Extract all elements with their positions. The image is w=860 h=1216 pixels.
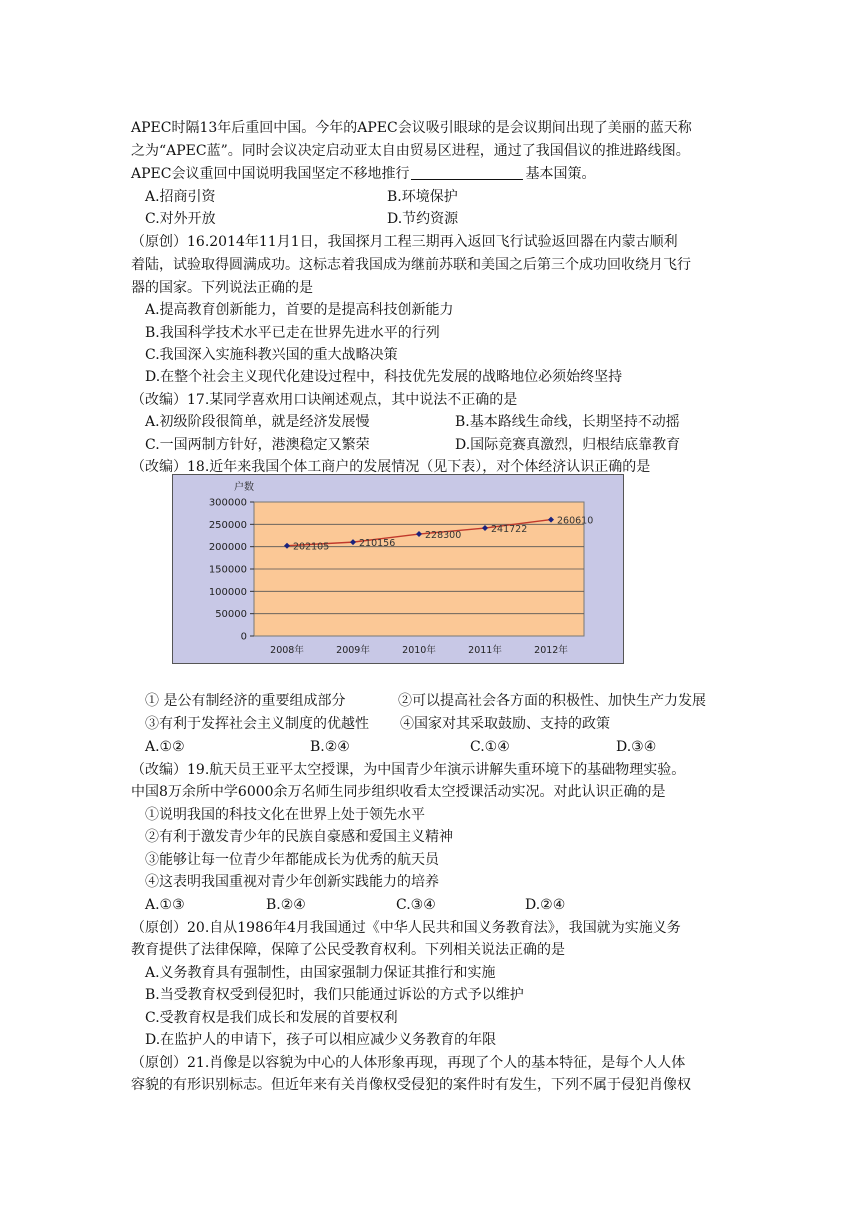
- data-label: 241722: [491, 524, 528, 536]
- q18-statement-4: ④国家对其采取鼓励、支持的政策: [400, 716, 610, 732]
- data-label: 228300: [425, 530, 462, 542]
- q19-stem-line-1: （改编）19.航天员王亚平太空授课，为中国青少年演示讲解失重环境下的基础物理实验。: [131, 762, 686, 778]
- q15-option-c: C.对外开放: [145, 211, 216, 227]
- q21-stem-line-2: 容貌的有形识别标志。但近年来有关肖像权受侵犯的案件时有发生，下列不属于侵犯肖像权: [131, 1077, 691, 1093]
- q15-stem-line-3: [131, 163, 595, 185]
- data-label: 210156: [359, 538, 396, 550]
- x-tick-label: 2009年: [336, 645, 370, 656]
- q18-option-c: C.①④: [470, 739, 510, 755]
- y-tick-label: 300000: [208, 497, 247, 509]
- q20-stem-line-1: （原创）20.自从1986年4月我国通过《中华人民共和国义务教育法》，我国就为实施义务: [131, 920, 681, 936]
- q17-option-d: D.国际竞赛真激烈，归根结底靠教育: [455, 437, 681, 453]
- data-label: 260610: [557, 515, 594, 527]
- q15-option-b: B.环境保护: [387, 189, 458, 205]
- x-tick-label: 2011年: [468, 645, 502, 656]
- x-tick-label: 2012年: [534, 645, 568, 656]
- q18-statement-2: ②可以提高社会各方面的积极性、加快生产力发展: [398, 693, 706, 709]
- q16-option-b: B.我国科学技术水平已走在世界先进水平的行列: [145, 325, 440, 341]
- q15-option-a: A.招商引资: [145, 189, 216, 205]
- q20-option-d: D.在监护人的申请下，孩子可以相应减少义务教育的年限: [145, 1032, 497, 1048]
- households-line-chart: [172, 474, 624, 664]
- chart-svg: [172, 474, 624, 664]
- q15-option-d: D.节约资源: [387, 211, 459, 227]
- q19-statement-2: ②有利于激发青少年的民族自豪感和爱国主义精神: [145, 829, 453, 845]
- q20-option-b: B.当受教育权受到侵犯时，我们只能通过诉讼的方式予以维护: [145, 987, 524, 1003]
- q16-stem-line-2: 着陆，试验取得圆满成功。这标志着我国成为继前苏联和美国之后第三个成功回收绕月飞行: [131, 257, 691, 273]
- q18-option-b: B.②④: [310, 739, 350, 755]
- q16-option-c: C.我国深入实施科教兴国的重大战略决策: [145, 347, 398, 363]
- q18-stem: （改编）18.近年来我国个体工商户的发展情况（见下表），对个体经济认识正确的是: [131, 459, 651, 475]
- q15-stem-pre: APEC会议重回中国说明我国坚定不移地推行: [131, 166, 410, 182]
- q19-option-d: D.②④: [525, 897, 566, 913]
- q19-statement-4: ④这表明我国重视对青少年创新实践能力的培养: [145, 874, 439, 890]
- q15-stem-post: 基本国策。: [525, 166, 596, 182]
- q19-option-b: B.②④: [266, 897, 306, 913]
- y-tick-label: 50000: [215, 609, 247, 621]
- y-tick-label: 200000: [208, 542, 247, 554]
- q18-option-d: D.③④: [616, 739, 657, 755]
- y-tick-label: 0: [240, 631, 247, 643]
- answer-blank: [411, 165, 523, 180]
- q17-option-c: C.一国两制方针好，港澳稳定又繁荣: [145, 437, 370, 453]
- q17-option-b: B.基本路线生命线，长期坚持不动摇: [455, 414, 680, 430]
- y-axis-label: 户数: [234, 482, 254, 493]
- q19-option-c: C.③④: [396, 897, 436, 913]
- q19-statement-3: ③能够让每一位青少年都能成长为优秀的航天员: [145, 852, 439, 868]
- q16-stem-line-3: 器的国家。下列说法正确的是: [131, 280, 313, 296]
- q16-option-d: D.在整个社会主义现代化建设过程中，科技优先发展的战略地位必须始终坚持: [145, 369, 623, 385]
- q16-option-a: A.提高教育创新能力，首要的是提高科技创新能力: [145, 302, 454, 318]
- q18-statement-1: ① 是公有制经济的重要组成部分: [145, 693, 346, 709]
- q18-option-a: A.①②: [145, 739, 185, 755]
- q21-stem-line-1: （原创）21.肖像是以容貌为中心的人体形象再现，再现了个人的基本特征，是每个人人体: [131, 1055, 686, 1071]
- q15-stem-line-2: 之为“APEC蓝”。同时会议决定启动亚太自由贸易区进程，通过了我国倡议的推进路线图。: [131, 143, 690, 159]
- y-tick-label: 150000: [208, 564, 247, 576]
- q17-option-a: A.初级阶段很简单，就是经济发展慢: [145, 414, 370, 430]
- x-tick-label: 2008年: [270, 645, 304, 656]
- q16-stem-line-1: （原创）16.2014年11月1日，我国探月工程三期再入返回飞行试验返回器在内蒙古顺利: [131, 234, 678, 250]
- q18-statement-3: ③有利于发挥社会主义制度的优越性: [145, 716, 369, 732]
- q20-option-a: A.义务教育具有强制性，由国家强制力保证其推行和实施: [145, 965, 496, 981]
- q19-option-a: A.①③: [145, 897, 185, 913]
- y-tick-label: 250000: [208, 519, 247, 531]
- data-label: 202105: [293, 541, 330, 553]
- x-tick-label: 2010年: [402, 645, 436, 656]
- y-tick-label: 100000: [208, 586, 247, 598]
- q20-stem-line-2: 教育提供了法律保障，保障了公民受教育权利。下列相关说法正确的是: [131, 942, 565, 958]
- q20-option-c: C.受教育权是我们成长和发展的首要权利: [145, 1010, 398, 1026]
- q15-stem-line-1: APEC时隔13年后重回中国。今年的APEC会议吸引眼球的是会议期间出现了美丽的蓝天称: [131, 120, 692, 136]
- q17-stem: （改编）17.某同学喜欢用口诀阐述观点，其中说法不正确的是: [131, 392, 518, 408]
- q19-statement-1: ①说明我国的科技文化在世界上处于领先水平: [145, 807, 425, 823]
- q19-stem-line-2: 中国8万余所中学6000余万名师生同步组织收看太空授课活动实况。对此认识正确的是: [131, 784, 666, 800]
